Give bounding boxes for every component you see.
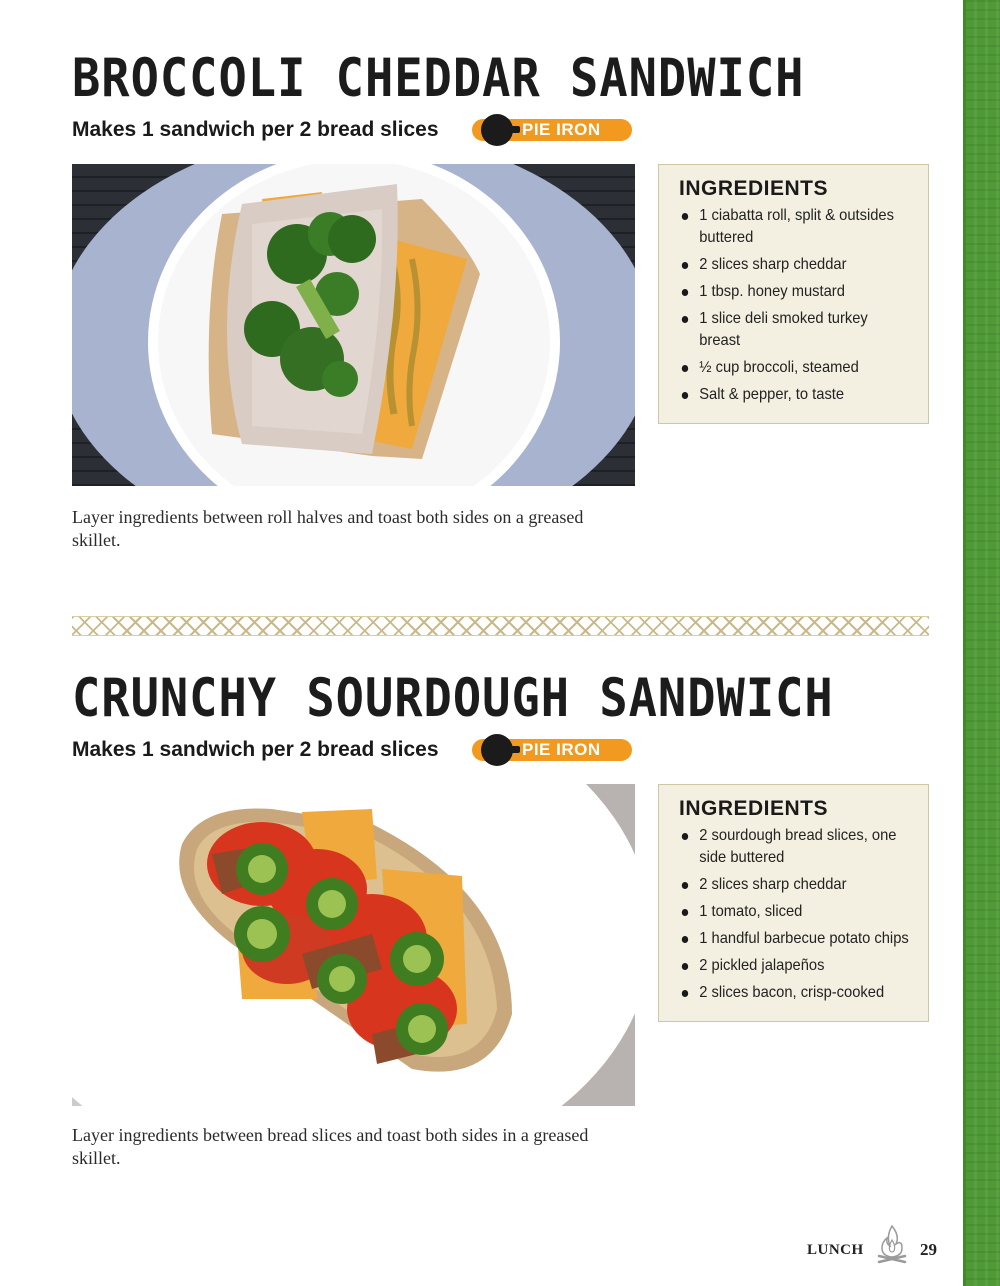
ingredient-item: 2 slices bacon, crisp-cooked xyxy=(679,982,909,1004)
recipe-crunchy-sourdough xyxy=(72,668,932,1168)
broccoli-sandwich-photo xyxy=(72,164,635,486)
side-color-band xyxy=(963,0,1000,1286)
ingredient-item: 1 ciabatta roll, split & outsides buttered xyxy=(679,205,909,249)
recipe-instructions: Layer ingredients between roll halves and toast both sides on a greased skillet. xyxy=(72,507,584,550)
ingredient-item: ½ cup broccoli, steamed xyxy=(679,357,909,379)
page-footer xyxy=(800,1238,950,1268)
ingredient-item: 2 pickled jalapeños xyxy=(679,955,909,977)
ingredients-heading: INGREDIENTS xyxy=(679,177,829,200)
section-label: LUNCH xyxy=(807,1242,864,1258)
ingredient-item: 1 tomato, sliced xyxy=(679,901,909,923)
recipe-photo xyxy=(72,784,635,1106)
ingredient-item: 1 handful barbecue potato chips xyxy=(679,928,909,950)
badge-label: PIE IRON xyxy=(522,740,601,759)
ingredient-item: 2 sourdough bread slices, one side buttered xyxy=(679,825,909,869)
page-number: 29 xyxy=(920,1240,937,1259)
yield-text: Makes 1 sandwich per 2 bread slices xyxy=(72,738,439,761)
yield-text: Makes 1 sandwich per 2 bread slices xyxy=(72,118,439,141)
recipe-photo xyxy=(72,164,635,486)
ingredients-heading: INGREDIENTS xyxy=(679,797,829,820)
sourdough-sandwich-photo xyxy=(72,784,635,1106)
badge-label: PIE IRON xyxy=(522,120,601,139)
pie-iron-handle-icon xyxy=(508,126,520,133)
ingredient-item: 1 slice deli smoked turkey breast xyxy=(679,308,909,352)
section-divider xyxy=(72,616,929,636)
campfire-icon xyxy=(874,1222,910,1266)
ingredient-item: 2 slices sharp cheddar xyxy=(679,254,909,276)
recipe-title: CRUNCHY SOURDOUGH SANDWICH xyxy=(72,668,834,730)
ingredients-box xyxy=(658,784,929,1022)
ingredient-item: Salt & pepper, to taste xyxy=(679,384,909,406)
ingredient-item: 2 slices sharp cheddar xyxy=(679,874,909,896)
ingredients-list xyxy=(679,205,916,406)
recipe-title: BROCCOLI CHEDDAR SANDWICH xyxy=(72,48,805,110)
pie-iron-badge xyxy=(468,114,634,144)
ingredients-box xyxy=(658,164,929,424)
ingredient-item: 1 tbsp. honey mustard xyxy=(679,281,909,303)
pie-iron-handle-icon xyxy=(508,746,520,753)
yield-row xyxy=(72,114,932,148)
ingredients-list xyxy=(679,825,916,1004)
recipe-broccoli-cheddar xyxy=(72,48,932,550)
pie-iron-badge xyxy=(468,734,634,764)
yield-row xyxy=(72,734,932,768)
recipe-instructions: Layer ingredients between bread slices and toast both sides in a greased skillet. xyxy=(72,1125,589,1168)
